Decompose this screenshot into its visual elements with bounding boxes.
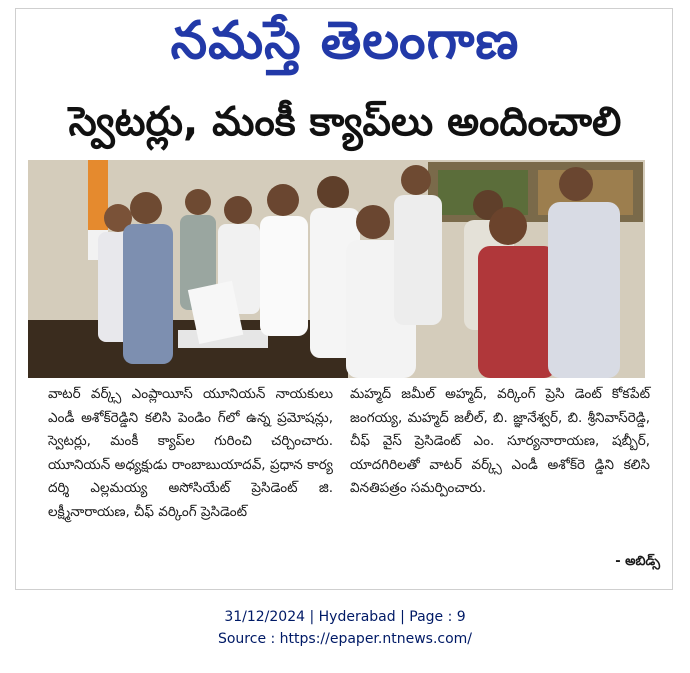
date-city-page-line: 31/12/2024 | Hyderabad | Page : 9 (224, 609, 466, 625)
article-body-right-column (350, 383, 650, 501)
article-photo (28, 160, 645, 378)
article-paragraph: మహ్మద్ జమీల్ అహ్మద్, వర్కింగ్ ప్రెసి డెంట్ కోకపేట్ జంగయ్య, మహ్మద్ జలీల్, బి. జ్ఞానేశ్వర్, బి. శ్రీనివాస్‌రెడ్డి, చీఫ్ వైస్ ప్రెసిడెంట్ ఎం. సూర్యనారాయణ, షబ్బీర్, యాదగిరిలతో వాటర్ వర్క్స్ ఎండీ అశోక్‌రె డ్డిని కలిసి వినతిపత్రం సమర్పించారు. (350, 386, 650, 497)
article-headline: స్వెటర్లు, మంకీ క్యాప్‌లు అందించాలి (68, 99, 622, 145)
article-body-left-column (48, 383, 333, 525)
article-byline: - అబిడ్స్ (615, 554, 660, 569)
photo-scene (28, 160, 645, 378)
newspaper-masthead: నమస్తే తెలంగాణ (170, 10, 520, 71)
page-footer (0, 606, 690, 650)
source-link[interactable]: Source : https://epaper.ntnews.com/ (217, 631, 473, 647)
article-paragraph: వాటర్ వర్క్స్ ఎంప్లాయీస్ యూనియన్ నాయకులు ఎండీ అశోక్‌రెడ్డిని కలిసి పెండిం గ్‌లో ఉన్న ప్రమోషన్లు, స్వెటర్లు, మంకీ క్యాప్‌ల గురించి చర్చించారు. యూనియన్ అధ్యక్షుడు రాంబాబుయాదవ్, ప్రధాన కార్య దర్శి ఎల్లమయ్య అసోసియేట్ ప్రెసిడెంట్ జి. లక్ష్మీనారాయణ, చీఫ్ వర్కింగ్ ప్రెసిడెంట్ (48, 386, 333, 520)
